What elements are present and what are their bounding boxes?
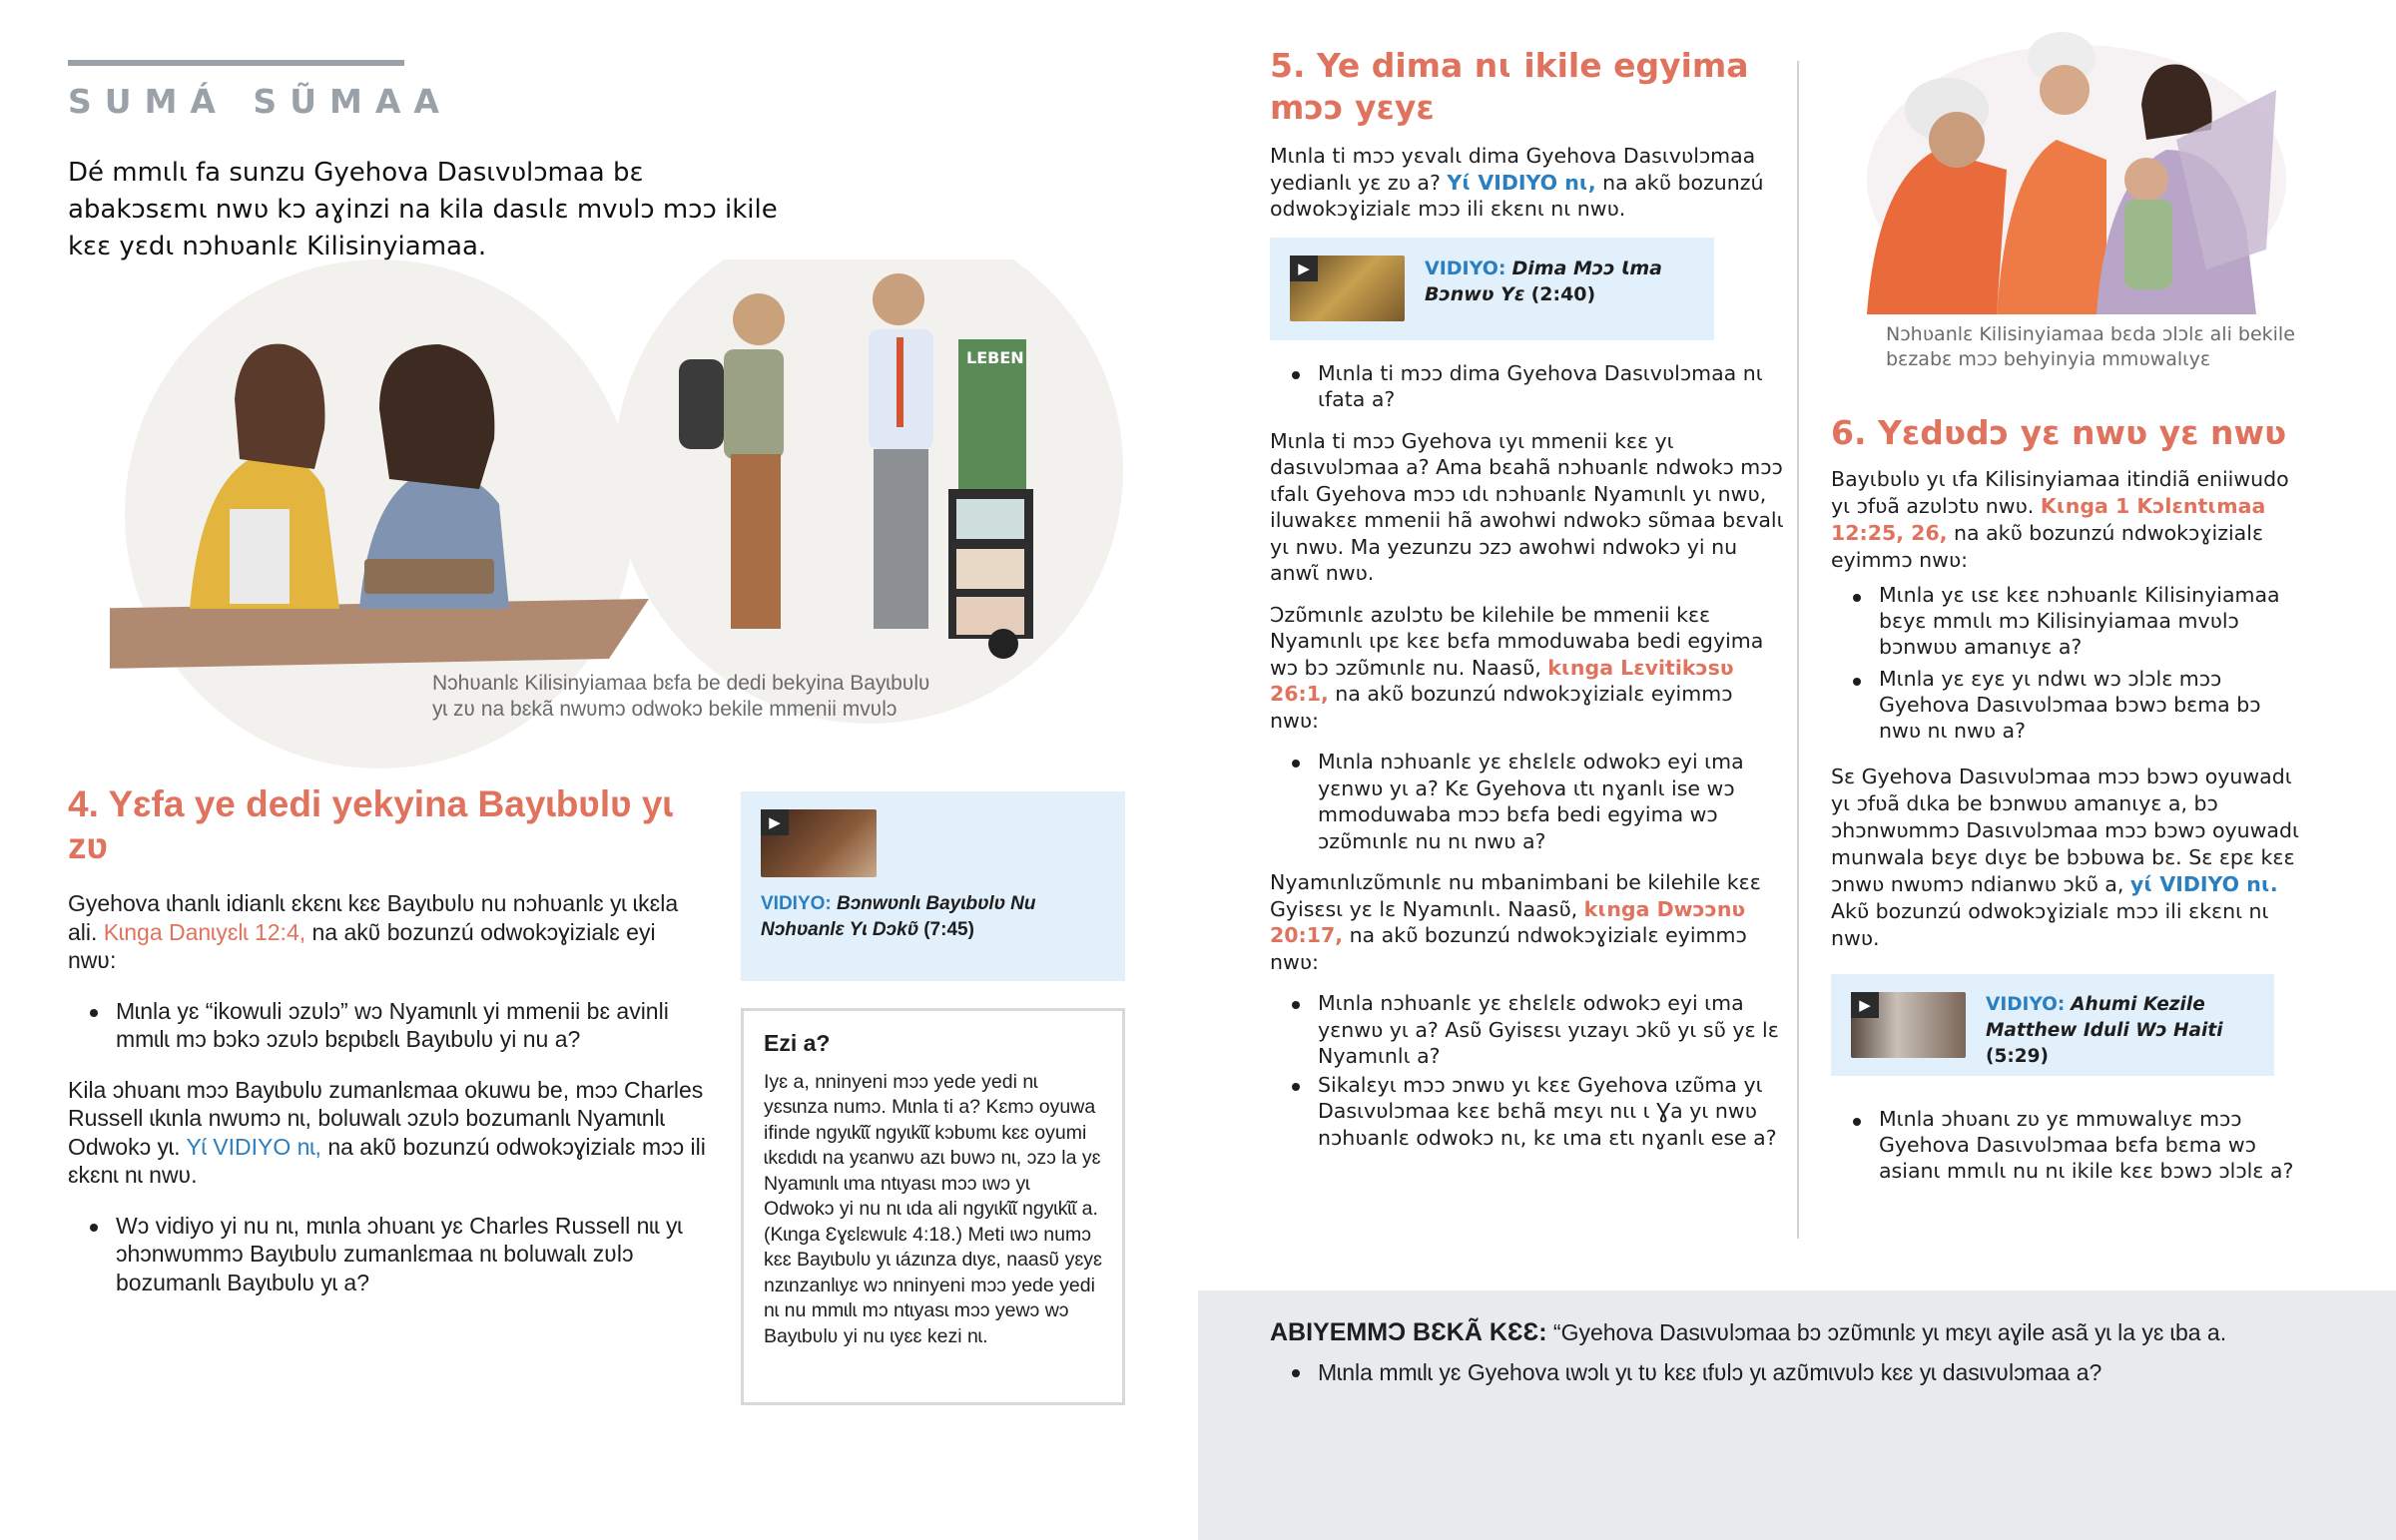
question-item: Mɩnla yɛ ɩsɛ kɛɛ nɔhʋanlɛ Kilisinyiamaa bɛyɛ mmɩlɩ mɔ Kilisinyiamaa mvʋlɔ bɔnwʋʋ amanɩyɛ a? [1831,582,2300,660]
video-thumbnail[interactable] [761,809,877,877]
video-caption [1986,992,2254,1067]
section-4-paragraph-1 [68,889,707,975]
video-thumbnail[interactable] [1290,256,1405,321]
section-6 [1831,322,2300,1206]
play-icon[interactable]: ▶ [1851,992,1879,1018]
text: Mɩnla ti mɔɔ yɛvalɩ dima Gyehova Dasɩvʋlɔmaa yedianlɩ yɛ zʋ a? [1270,144,1756,195]
did-you-know-box [741,1008,1125,1405]
play-icon[interactable]: ▶ [761,809,789,835]
video-caption [761,891,1105,943]
section-5-paragraph-2: Mɩnla ti mɔɔ Gyehova ɩyɩ mmenii kɛɛ yɩ dasɩvʋlɔmaa a? Ama bɛahã nɔhʋanlɛ ndwokɔ mɔɔ ɩfalɩ Gyehova mɔɔ ɩdɩ nɔhʋanlɛ Nyamɩnlɩ yɩ nwʋ, iluwakɛɛ mmenii hã awohwi ndwokɔ sʋ̃maa bɛvalɩ yɩ nwʋ. Ma yezunzu ɔzɔ awohwi ndwokɔ yi nu anwɩ̃ nwʋ. [1270,428,1784,585]
text: Sɛ Gyehova Dasɩvʋlɔmaa mɔɔ bɔwɔ oyuwadɩ yɩ ɔfʋã dɩka be bɔnwʋʋ amanɩyɛ a, bɔ ɔhɔnwʋmmɔ Dasɩvʋlɔmaa mɔɔ bɔwɔ oyuwadɩ munwala bɛyɛ dɩyɛ be bɔbʋwa bɛ. Sɛ ɛpɛ kɛɛ ɔnwʋ nwʋmɔ ndianwʋ ɔkʋ̃ a, [1831,765,2299,896]
video-card-haiti[interactable] [1831,974,2274,1076]
section-kicker: SUMÁ SŨMAA [68,82,452,121]
video-title[interactable]: Dima Mɔɔ Ɩma Bɔnwʋ Yɛ [1425,257,1662,305]
section-6-paragraph-2 [1831,764,2300,952]
play-icon[interactable]: ▶ [1290,256,1318,281]
intro-text: Dé mmɩlɩ fa sunzu Gyehova Dasɩvʋlɔmaa bɛ abakɔsɛmɩ nwʋ kɔ aɣinzi na kila dasɩlɛ mvʋlɔ mɔɔ ikile kɛɛ yɛdɩ nɔhʋanlɛ Kilisinyiamaa. [68,158,778,261]
question-item: Mɩnla yɛ “ikowuli ɔzʋlɔ” wɔ Nyamɩnlɩ yi mmenii bɛ avinli mmɩlɩ mɔ bɔkɔ ɔzʋlɔ bɛpɩbɛlɩ Bayɩbʋlʋ yi nu a? [68,997,707,1054]
section-5-heading: 5. Ye dima nɩ ikile egyima mɔɔ yɛyɛ [1270,46,1749,127]
text: Bayɩbʋlʋ yɩ ɩfa Kilisinyiamaa itindiã eniiwudo yɩ ɔfʋã azʋlɔtʋ nwʋ. [1831,467,2289,518]
box-body: Iyɛ a, nninyeni mɔɔ yede yedi nɩ yɛsɩnza numɔ. Mɩnla ti a? Kɛmɔ oyuwa ifinde ngyɩkɩ̃ɩ̃ ngyɩkɩ̃ɩ̃ kɔbʋmɩ kɛɛ oyumi ɩkɛdɩdɩ na yɛanwʋ azɩ bʋwɔ nɩ, ɔzɔ la yɛ Nyamɩnlɩ ɩma ntɩyasɩ mɔɔ ɩwɔ yɩ Odwokɔ yi nu nɩ ɩda ali ngyɩkɩ̃ɩ̃ ngyɩkɩ̃ɩ̃ a. (Kɩnga Ɛɣɛlɛwulɛ 4:18.) Meti ɩwɔ numɔ kɛɛ Bayɩbʋlʋ yɩ ɩázɩnza dɩyɛ, naasʋ̃ yɛyɛ nzɩnzanlɩyɛ wɔ nninyeni mɔɔ yede yedi nɩ nu mmɩlɩ mɔ ntɩyasɩ mɔɔ yewɔ wɔ Bayɩbʋlʋ yi nu ɩyɛɛ kezi nɩ. [764,1070,1102,1347]
text: Ɔzʋ̃mɩnlɛ azʋlɔtʋ be kilehile be mmenii kɛɛ Nyamɩnlɩ ɩpɛ kɛɛ bɛfa mmoduwaba bedi egyima wɔ bɔ ɔzʋ̃mɩnlɛ nu. Naasʋ̃, [1270,602,1764,680]
video-card-display-stand[interactable] [1270,238,1714,340]
text: Akʋ̃ bozunzú odwokɔɣizialɛ mɔɔ ili ɛkɛnɩ nɩ nwʋ. [1831,899,2269,950]
text: Nyamɩnlɩzʋ̃mɩnlɛ nu mbanimbani be kilehile kɛɛ Gyisɛsɩ yɛ lɛ Nyamɩnlɩ. Naasʋ̃, [1270,870,1761,921]
video-duration: (7:45) [923,919,974,940]
video-duration: (5:29) [1986,1046,2049,1067]
caption-line: yɩ zʋ na bɛkã nwʋmɔ odwokɔ bekile mmenii mvʋlɔ [432,698,898,721]
video-duration: (2:40) [1530,282,1596,305]
text: na akʋ̃ bozunzú odwokɔɣizialɛ mɔɔ ili ɛkɛnɩ nɩ nwʋ. [68,1133,706,1188]
question-item: Mɩnla nɔhʋanlɛ yɛ ɛhɛlɛlɛ odwokɔ eyi ɩma yɛnwʋ yɩ a? Asʋ̃ Gyisɛsɩ yɩzayɩ ɔkʋ̃ yɩ sʋ̃ yɛ lɛ Nyamɩnlɩ a? [1270,990,1784,1070]
scripture-link-daniel[interactable]: Kɩnga Danɩyɛlɩ 12:4, [103,918,306,945]
summary-label: ABIYEMMƆ BƐKÃ KƐƐ: [1270,1318,1547,1346]
summary-box [1198,1290,2396,1540]
section-5-paragraph-4 [1270,869,1784,975]
section-6-paragraph-1 [1831,466,2300,574]
question-item: Wɔ vidiyo yi nu nɩ, mɩnla ɔhʋanɩ yɛ Charles Russell nɩɩ yɩ ɔhɔnwʋmmɔ Bayɩbʋlʋ zumanlɛmaa nɩ boluwalɩ zʋlɔ bozumanlɩ Bayɩbʋlʋ yɩ a? [68,1212,707,1297]
section-4 [68,783,707,1318]
text: Gyehova ɩhanlɩ idianlɩ ɛkɛnɩ kɛɛ Bayɩbʋlʋ nu nɔhʋanlɛ yɩ ɩkɛla ali. [68,890,679,945]
question-item: Mɩnla nɔhʋanlɛ yɛ ɛhɛlɛlɛ odwokɔ eyi ɩma yɛnwʋ yɩ a? Kɛ Gyehova ɩtɩ nɣanlɩ ise wɔ mmoduwaba mɔɔ bɛfa bedi egyima wɔ ɔzʋ̃mɩnlɛ nu nɩ nwʋ a? [1270,749,1784,854]
summary-statement [1270,1317,2226,1347]
caption-line: Nɔhʋanlɛ Kilisinyiamaa bɛfa be dedi bekyina Bayɩbʋlʋ [432,672,930,695]
caption-line: bɛzabɛ mɔɔ behyinyia mmʋwalɩyɛ [1886,348,2211,370]
text: na akʋ̃ bozunzú ndwokɔɣizialɛ eyimmɔ nwʋ: [1831,521,2264,572]
scripture-link-john[interactable]: kɩnga Dwɔɔnʋ 20:17, [1270,896,1746,947]
video-title[interactable]: Ahumi Kezile Matthew Iduli Wɔ Haiti [1986,994,2223,1041]
scripture-link-corinthians[interactable]: Kɩnga 1 Kɔlɛntɩmaa 12:25, 26, [1831,494,2266,545]
summary-text: “Gyehova Dasɩvʋlɔmaa bɔ ɔzʋ̃mɩnlɛ yɩ mɛyɩ aɣile asã yɩ la yɛ ɩba a. [1552,1319,2227,1345]
video-label: VIDIYO: [761,893,832,914]
video-link[interactable]: Yɩ́ VIDIYO nɩ, [1447,170,1596,195]
text: na akʋ̃ bozunzú ndwokɔɣizialɛ eyimmɔ nwʋ: [1270,682,1733,733]
summary-question: Mɩnla mmɩlɩ yɛ Gyehova ɩwɔlɩ yɩ tʋ kɛɛ ɩfʋlɔ yɩ azʋ̃mɩvʋlɔ kɛɛ yɩ dasɩvʋlɔmaa a? [1270,1357,2101,1387]
video-card-bible-study[interactable] [741,791,1125,981]
text: na akʋ̃ bozunzú odwokɔɣizialɛ mɔɔ ili ɛkɛnɩ nɩ nwʋ. [1270,170,1764,221]
question-item: Mɩnla yɛ ɛyɛ yɩ ndwɩ wɔ ɔlɔlɛ mɔɔ Gyehova Dasɩvʋlɔmaa bɔwɔ bɛma bɔ nwʋ nɩ nwʋ a? [1831,666,2300,744]
section-6-heading: 6. Yɛdʋdɔ yɛ nwʋ yɛ nwʋ [1831,413,2287,452]
svg-text:LEBEN: LEBEN [966,348,1024,367]
section-5 [1270,45,1784,1153]
question-item: Mɩnla ti mɔɔ dima Gyehova Dasɩvʋlɔmaa nɩ ɩfata a? [1270,360,1784,413]
scripture-link-leviticus[interactable]: kɩnga Lɛvitikɔsʋ 26:1, [1270,655,1734,706]
column-divider [1797,61,1799,1239]
illustration-disaster-relief [1847,30,2286,314]
text: na akʋ̃ bozunzú odwokɔɣizialɛ eyi nwʋ: [68,918,656,973]
section-4-heading: 4. Yɛfa ye dedi yekyina Bayɩbʋlʋ yɩ zʋ [68,783,673,866]
video-label: VIDIYO: [1425,257,1506,279]
section-4-paragraph-2 [68,1076,707,1190]
section-5-paragraph-1 [1270,143,1784,223]
video-caption [1425,256,1694,322]
video-title[interactable]: Bɔnwʋnlɩ Bayɩbʋlʋ Nu Nɔhʋanlɛ Yɩ Dɔkʋ̃ [761,893,1036,940]
video-label: VIDIYO: [1986,994,2066,1015]
question-item: Mɩnla ɔhʋanɩ zʋ yɛ mmʋwalɩyɛ mɔɔ Gyehova Dasɩvʋlɔmaa bɛfa bɛma wɔ asianɩ mmɩlɩ nu nɩ ikile kɛɛ bɔwɔ ɔlɔlɛ a? [1831,1106,2300,1184]
illustration-caption-right [1886,322,2300,372]
box-title: Ezi a? [764,1030,831,1056]
video-thumbnail[interactable] [1851,992,1966,1058]
video-link[interactable]: yɩ́ VIDIYO nɩ. [2129,872,2278,896]
question-item: Sikalɛyɩ mɔɔ ɔnwʋ yɩ kɛɛ Gyehova ɩzʋ̃ma yɩ Dasɩvʋlɔmaa kɛɛ bɛhã mɛyɩ nɩɩ ɩ Ɣa yɩ nwʋ nɔhʋanlɛ odwokɔ nɩ, kɛ ɩma ɛtɩ nɣanlɩ ese a? [1270,1072,1784,1152]
text: na akʋ̃ bozunzú ndwokɔɣizialɛ eyimmɔ nwʋ: [1270,923,1747,974]
kicker-rule [68,60,404,66]
text: Kila ɔhʋanɩ mɔɔ Bayɩbʋlʋ zumanlɛmaa okuwu be, mɔɔ Charles Russell ɩkɩnla nwʋmɔ nɩ, boluwalɩ ɔzʋlɔ bozumanlɩ Nyamɩnlɩ Odwokɔ yɩ. [68,1076,704,1160]
caption-line: Nɔhʋanlɛ Kilisinyiamaa bɛda ɔlɔlɛ ali bekile [1886,323,2295,345]
video-link[interactable]: Yɩ́ VIDIYO nɩ, [186,1133,321,1160]
section-5-paragraph-3 [1270,602,1784,735]
illustration-caption-left [432,671,1031,723]
